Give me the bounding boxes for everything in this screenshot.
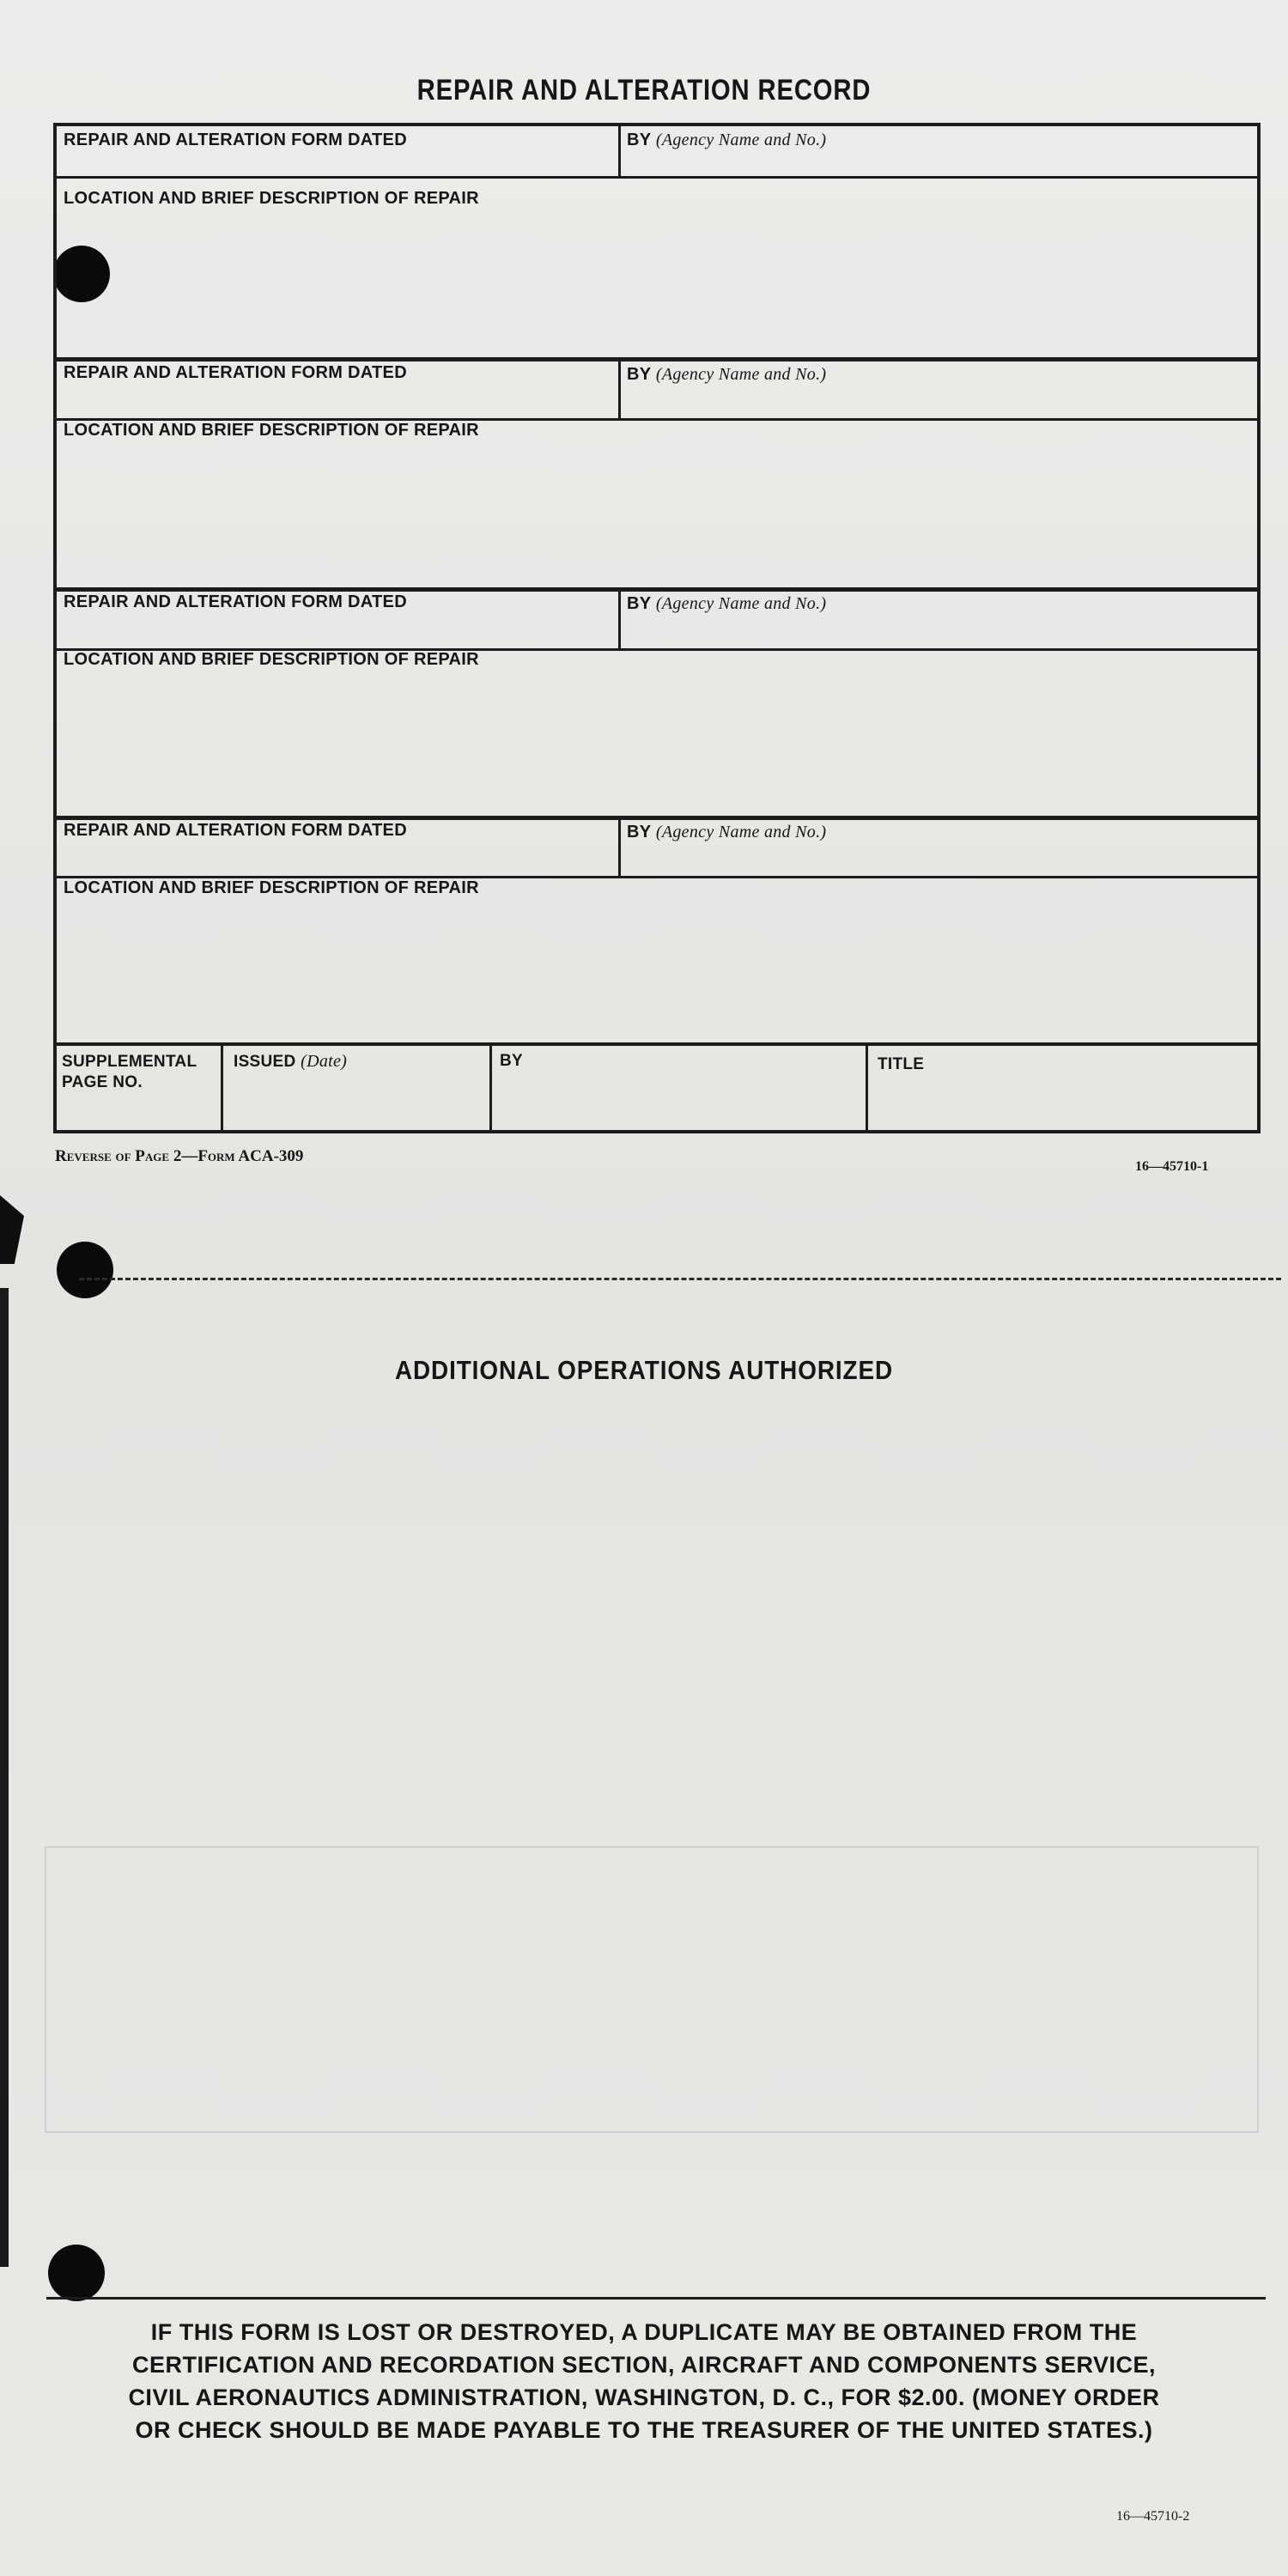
- form-dated-label: REPAIR AND ALTERATION FORM DATED: [64, 821, 407, 840]
- form-dated-label: REPAIR AND ALTERATION FORM DATED: [64, 131, 407, 149]
- by-label: BY: [627, 823, 652, 841]
- form-dated-label: REPAIR AND ALTERATION FORM DATED: [64, 363, 407, 382]
- agency-hint: (Agency Name and No.): [655, 365, 827, 384]
- block-divider: [53, 816, 1261, 820]
- column-divider: [221, 1044, 223, 1133]
- page-no-line: PAGE NO.: [62, 1073, 143, 1091]
- form-reference: [55, 1147, 303, 1166]
- footer-title-label: TITLE: [878, 1055, 925, 1073]
- notice-rule: [46, 2297, 1266, 2300]
- column-divider: [618, 817, 621, 878]
- footer-by-label: BY: [500, 1052, 523, 1070]
- agency-by-label: [627, 131, 826, 150]
- print-code-top: 16—45710-1: [1135, 1159, 1209, 1174]
- block-divider: [53, 357, 1261, 361]
- location-description-label: LOCATION AND BRIEF DESCRIPTION OF REPAIR: [64, 421, 479, 440]
- by-label: BY: [627, 131, 652, 149]
- agency-by-label: [627, 823, 826, 842]
- issued-label: ISSUED: [234, 1053, 296, 1071]
- block-divider: [53, 1042, 1261, 1046]
- torn-edge: [0, 1288, 9, 2267]
- column-divider: [489, 1044, 492, 1133]
- record-title: REPAIR AND ALTERATION RECORD: [416, 74, 872, 106]
- form-reference-prefix: Reverse of Page 2—: [55, 1147, 198, 1165]
- column-divider: [618, 359, 621, 419]
- row-divider: [53, 176, 1261, 179]
- issued-date-label: [234, 1052, 347, 1072]
- agency-by-label: [627, 594, 826, 614]
- issued-hint: (Date): [301, 1052, 348, 1071]
- agency-by-label: [627, 365, 826, 385]
- column-divider: [618, 123, 621, 177]
- notice-line: IF THIS FORM IS LOST OR DESTROYED, A DUPLICATE MAY BE OBTAINED FROM THE: [150, 2319, 1138, 2345]
- notice-line: CERTIFICATION AND RECORDATION SECTION, AIRCRAFT AND COMPONENTS SERVICE,: [131, 2352, 1157, 2378]
- by-label: BY: [627, 594, 652, 613]
- bleed-through-ghost-text: [86, 1563, 101, 1592]
- operations-title: ADDITIONAL OPERATIONS AUTHORIZED: [394, 1355, 894, 1385]
- perforation-line: [79, 1278, 1281, 1280]
- column-divider: [618, 589, 621, 649]
- binder-hole-middle: [57, 1242, 113, 1298]
- column-divider: [866, 1044, 868, 1133]
- repair-record-table: [53, 123, 1261, 1133]
- print-code-bottom: 16—45710-2: [1116, 2509, 1190, 2524]
- binder-hole-bottom: [48, 2245, 105, 2301]
- lost-form-notice: [0, 2316, 1288, 2446]
- form-dated-label: REPAIR AND ALTERATION FORM DATED: [64, 592, 407, 611]
- notice-line: CIVIL AERONAUTICS ADMINISTRATION, WASHINGTON, D. C., FOR $2.00. (MONEY ORDER: [128, 2385, 1160, 2410]
- bleed-through-ghost-box: [45, 1846, 1259, 2133]
- location-description-label: LOCATION AND BRIEF DESCRIPTION OF REPAIR: [64, 189, 479, 208]
- supplemental-line: SUPPLEMENTAL: [62, 1053, 197, 1071]
- agency-hint: (Agency Name and No.): [655, 594, 827, 613]
- location-description-label: LOCATION AND BRIEF DESCRIPTION OF REPAIR: [64, 878, 479, 897]
- notice-line: OR CHECK SHOULD BE MADE PAYABLE TO THE TREASURER OF THE UNITED STATES.): [135, 2417, 1153, 2443]
- by-label: BY: [627, 365, 652, 384]
- supplemental-page-label: [62, 1052, 197, 1093]
- location-description-label: LOCATION AND BRIEF DESCRIPTION OF REPAIR: [64, 650, 479, 669]
- agency-hint: (Agency Name and No.): [655, 823, 827, 841]
- form-reference-form: Form ACA-309: [197, 1147, 304, 1165]
- agency-hint: (Agency Name and No.): [655, 131, 827, 149]
- block-divider: [53, 587, 1261, 592]
